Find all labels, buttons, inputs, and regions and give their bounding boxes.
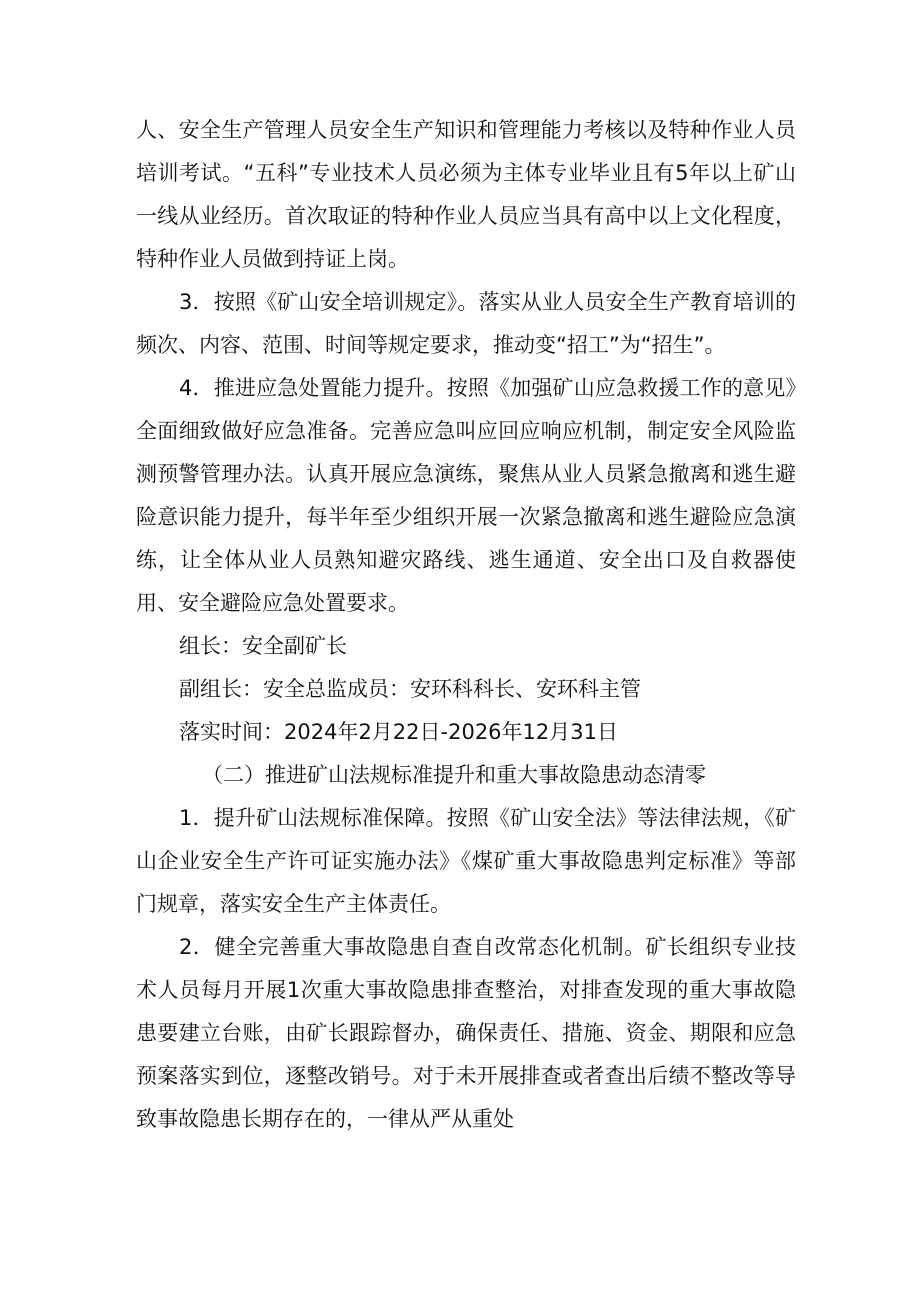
section-heading: （二）推进矿山法规标准提升和重大事故隐患动态清零 — [202, 763, 706, 787]
document-body — [136, 109, 796, 1141]
paragraph-item-1: 1．提升矿山法规标准保障。按照《矿山安全法》等法律法规，《矿山企业安全生产许可证实施办法》《煤矿重大事故隐患判定标准》等部门规章，落实安全生产主体责任。 — [136, 806, 796, 916]
paragraph-item-4: 4．推进应急处置能力提升。按照《加强矿山应急救援工作的意见》全面细致做好应急准备。完善应急叫应回应响应机制，制定安全风险监测预警管理办法。认真开展应急演练，聚焦从业人员紧急撤离和逃生避险意识能力提升，每半年至少组织开展一次紧急撤离和逃生避险应急演练，让全体从业人员熟知避灾路线、逃生通道、安全出口及自救器使用、安全避险应急处置要求。 — [136, 376, 796, 615]
paragraph-item-2: 2．健全完善重大事故隐患自查自改常态化机制。矿长组织专业技术人员每月开展1次重大事故隐患排查整治，对排查发现的重大事故隐患要建立台账，由矿长跟踪督办，确保责任、措施、资金、期限和应急预案落实到位，逐整改销号。对于未开展排查或者查出后绩不整改等导致事故隐患长期存在的，一律从严从重处 — [136, 935, 796, 1131]
group-leader-line: 组长：安全副矿长 — [179, 634, 347, 658]
implementation-time-line: 落实时间：2024年2月22日-2026年12月31日 — [179, 720, 618, 744]
paragraph-continuation: 人、安全生产管理人员安全生产知识和管理能力考核以及特种作业人员培训考试。“五科”专业技术人员必须为主体专业毕业且有5年以上矿山一线从业经历。首次取证的特种作业人员应当具有高中以上文化程度，特种作业人员做到持证上岗。 — [136, 118, 796, 271]
deputy-leader-line: 副组长：安全总监成员：安环科科长、安环科主管 — [179, 677, 641, 701]
paragraph-item-3: 3．按照《矿山安全培训规定》。落实从业人员安全生产教育培训的频次、内容、范围、时间等规定要求，推动变“招工”为“招生”。 — [136, 290, 796, 357]
